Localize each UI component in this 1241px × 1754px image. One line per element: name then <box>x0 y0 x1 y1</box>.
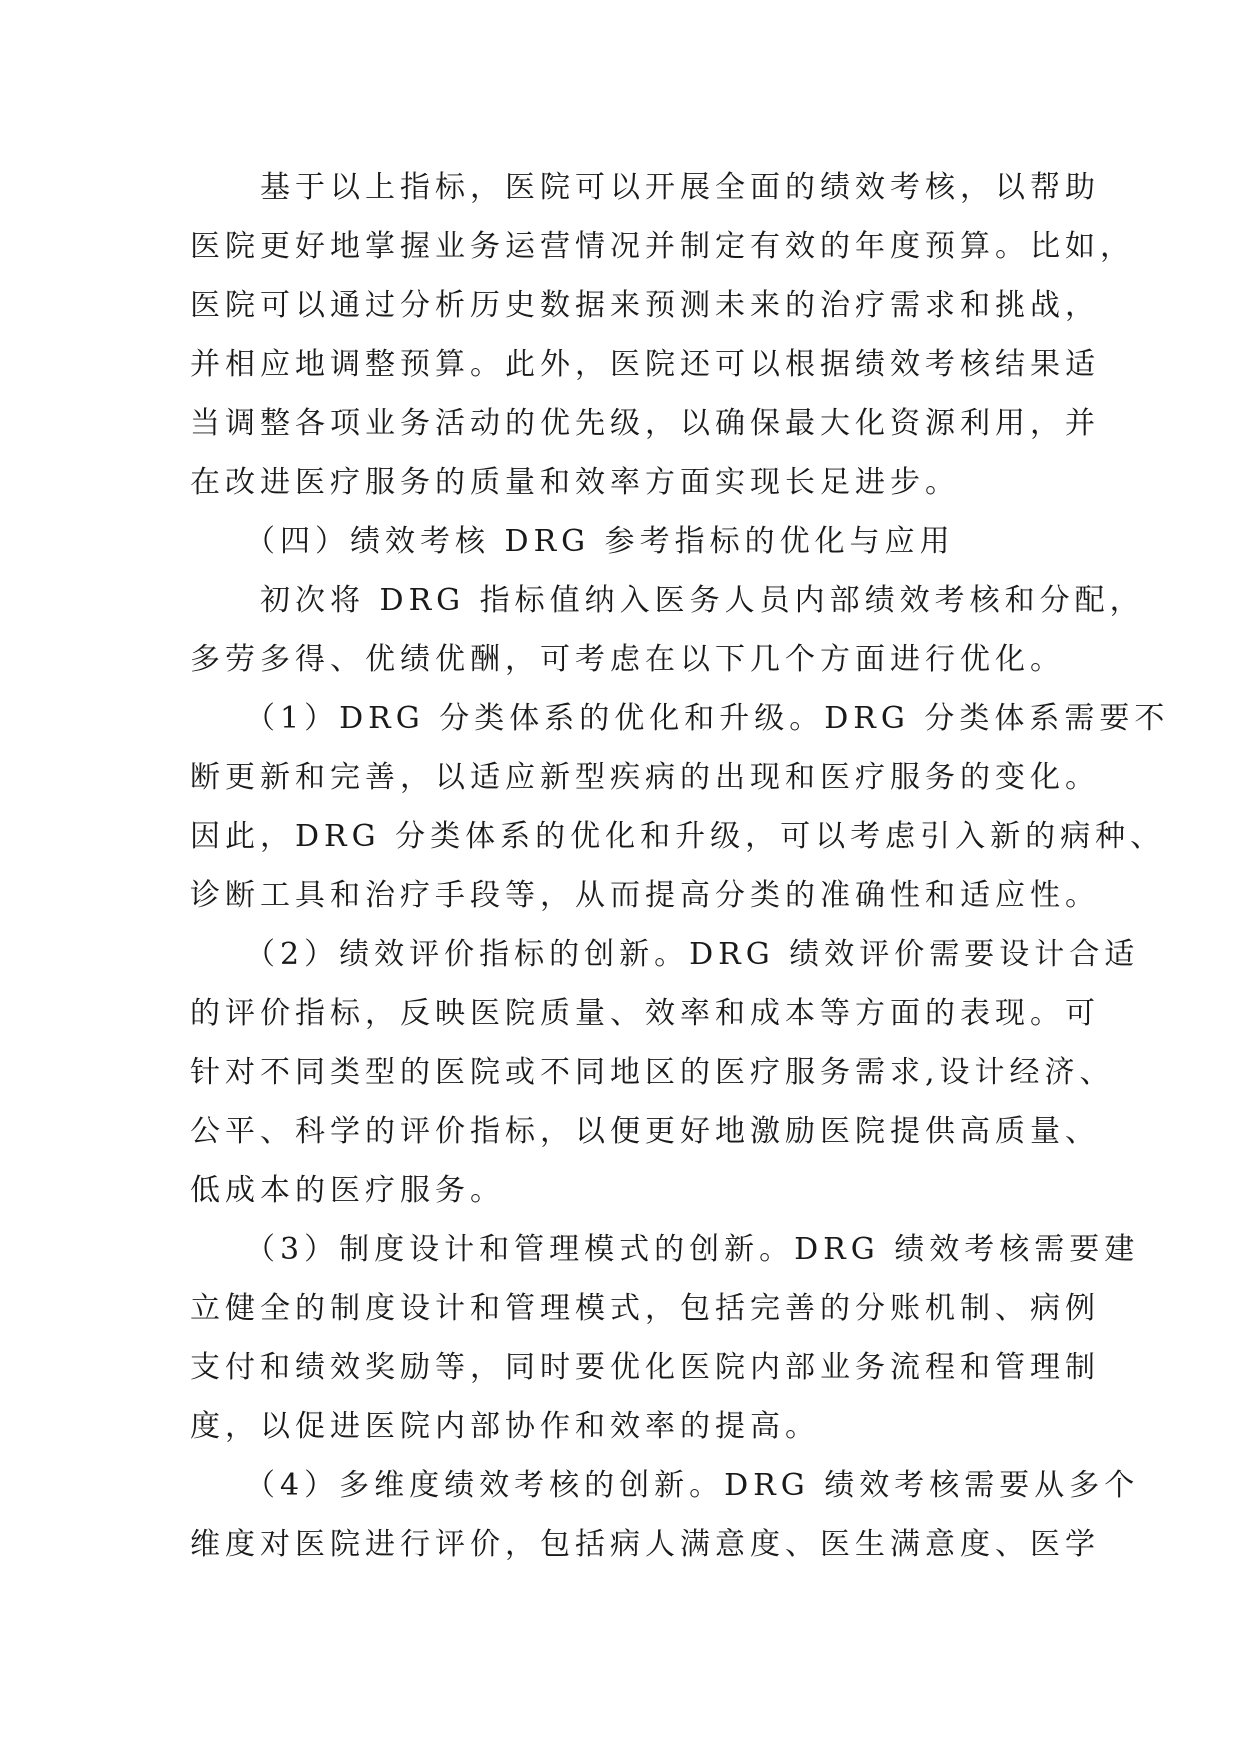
text-line: 维度对医院进行评价，包括病人满意度、医生满意度、医学 <box>190 1527 1100 1562</box>
section-heading-text: （四）绩效考核 DRG 参考指标的优化与应用 <box>190 524 955 559</box>
text-line: 初次将 DRG 指标值纳入医务人员内部绩效考核和分配， <box>190 583 1145 618</box>
paragraph-intro <box>190 571 1145 689</box>
section-heading <box>190 512 1070 571</box>
text-line: 当调整各项业务活动的优先级，以确保最大化资源利用，并 <box>190 406 1100 441</box>
text-line: 立健全的制度设计和管理模式，包括完善的分账机制、病例 <box>190 1291 1100 1326</box>
text-line: （1）DRG 分类体系的优化和升级。DRG 分类体系需要不 <box>190 701 1170 736</box>
text-line: 医院可以通过分析历史数据来预测未来的治疗需求和挑战， <box>190 288 1100 323</box>
text-line: （4）多维度绩效考核的创新。DRG 绩效考核需要从多个 <box>190 1468 1140 1503</box>
paragraph-budget <box>190 158 1135 512</box>
text-line: （2）绩效评价指标的创新。DRG 绩效评价需要设计合适 <box>190 937 1140 972</box>
paragraph-item-4 <box>190 1456 1140 1574</box>
text-line: 公平、科学的评价指标，以便更好地激励医院提供高质量、 <box>190 1114 1100 1149</box>
text-line: 度，以促进医院内部协作和效率的提高。 <box>190 1409 820 1444</box>
text-line: 基于以上指标，医院可以开展全面的绩效考核，以帮助 <box>190 170 1100 205</box>
text-line: 多劳多得、优绩优酬，可考虑在以下几个方面进行优化。 <box>190 642 1065 677</box>
document-body <box>190 158 1170 1574</box>
text-line: 断更新和完善，以适应新型疾病的出现和医疗服务的变化。 <box>190 760 1100 795</box>
text-line: 针对不同类型的医院或不同地区的医疗服务需求,设计经济、 <box>190 1055 1115 1090</box>
paragraph-item-3 <box>190 1220 1140 1456</box>
text-line: 低成本的医疗服务。 <box>190 1173 505 1208</box>
text-line: 医院更好地掌握业务运营情况并制定有效的年度预算。比如， <box>190 229 1135 264</box>
text-line: 在改进医疗服务的质量和效率方面实现长足进步。 <box>190 465 960 500</box>
text-line: 因此，DRG 分类体系的优化和升级，可以考虑引入新的病种、 <box>190 819 1166 854</box>
paragraph-item-1 <box>190 689 1170 925</box>
text-line: 并相应地调整预算。此外，医院还可以根据绩效考核结果适 <box>190 347 1100 382</box>
text-line: 的评价指标，反映医院质量、效率和成本等方面的表现。可 <box>190 996 1100 1031</box>
text-line: 支付和绩效奖励等，同时要优化医院内部业务流程和管理制 <box>190 1350 1100 1385</box>
text-line: （3）制度设计和管理模式的创新。DRG 绩效考核需要建 <box>190 1232 1140 1267</box>
text-line: 诊断工具和治疗手段等，从而提高分类的准确性和适应性。 <box>190 878 1100 913</box>
paragraph-item-2 <box>190 925 1140 1220</box>
